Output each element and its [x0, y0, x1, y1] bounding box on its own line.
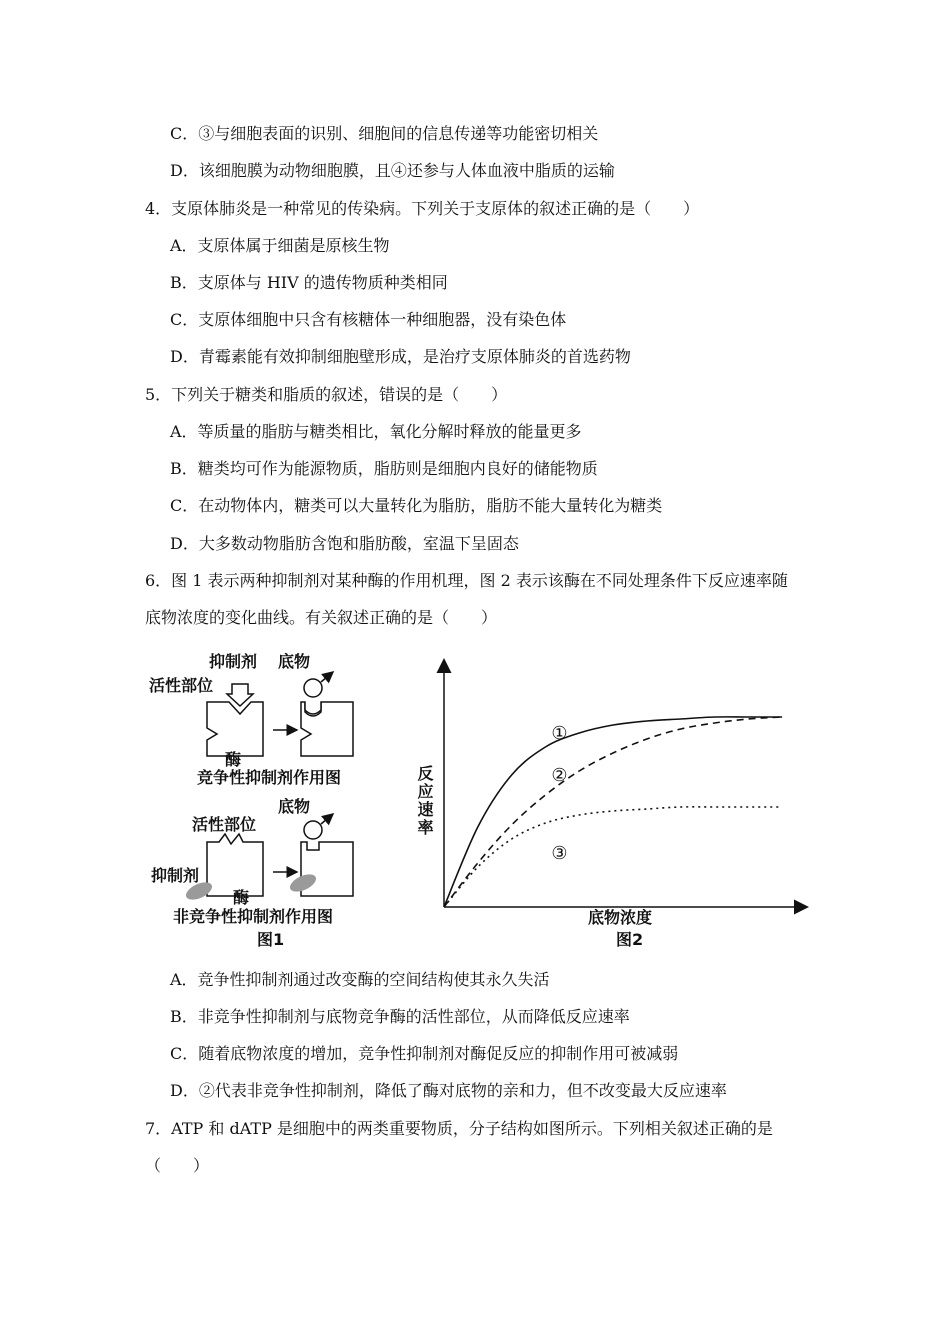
fig1-bottom-inhibitor-label: 抑制剂	[151, 866, 200, 885]
q4-option-a: A．支原体属于细菌是原核生物	[170, 236, 390, 255]
figure-1	[145, 650, 385, 950]
figure-2	[410, 655, 810, 950]
q4-option-c: C．支原体细胞中只含有核糖体一种细胞器，没有染色体	[170, 310, 567, 329]
series-line-2	[444, 717, 782, 907]
figure-1-label: 图1	[257, 930, 285, 949]
competitive-diagram	[207, 672, 353, 756]
figure-2-label: 图2	[616, 930, 644, 949]
substrate-circle	[304, 821, 322, 839]
q6-option-d: D．②代表非竞争性抑制剂，降低了酶对底物的亲和力，但不改变最大反应速率	[170, 1081, 727, 1100]
product-arrow	[321, 814, 333, 824]
competitive-inhibitor-shape	[227, 684, 253, 706]
substrate-circle	[304, 679, 322, 697]
figure-2-chart	[410, 655, 810, 915]
fig1-bottom-caption: 非竞争性抑制剂作用图	[173, 907, 334, 926]
fig1-bottom-active-site-label: 活性部位	[192, 815, 257, 834]
q4-option-b: B．支原体与 HIV 的遗传物质种类相同	[170, 273, 448, 292]
q3-option-d: D．该细胞膜为动物细胞膜，且④还参与人体血液中脂质的运输	[170, 161, 615, 180]
product-arrow	[321, 672, 333, 682]
enzyme-right-bottom	[301, 842, 353, 896]
q5-option-c: C．在动物体内，糖类可以大量转化为脂肪，脂肪不能大量转化为糖类	[170, 496, 663, 515]
q6-option-b: B．非竞争性抑制剂与底物竞争酶的活性部位，从而降低反应速率	[170, 1007, 630, 1026]
series-label-3: ③	[551, 843, 568, 864]
q5-option-a: A．等质量的脂肪与糖类相比，氧化分解时释放的能量更多	[170, 422, 582, 441]
y-axis-label: 反应速率	[415, 765, 434, 837]
series-line-3	[444, 807, 782, 907]
enzyme-left-top	[207, 702, 263, 756]
fig1-top-inhibitor-label: 抑制剂	[209, 652, 258, 671]
x-axis-label: 底物浓度	[588, 908, 653, 927]
fig1-bottom-enzyme-label: 酶	[233, 888, 250, 907]
enzyme-left-bottom	[207, 834, 263, 896]
q7-stem-line2: （ ）	[145, 1156, 210, 1175]
fig1-top-caption: 竞争性抑制剂作用图	[197, 768, 342, 787]
q7-stem-line1: 7．ATP 和 dATP 是细胞中的两类重要物质，分子结构如图所示。下列相关叙述正确的是	[145, 1119, 773, 1138]
q4-option-d: D．青霉素能有效抑制细胞壁形成，是治疗支原体肺炎的首选药物	[170, 347, 631, 366]
q6-option-c: C．随着底物浓度的增加，竞争性抑制剂对酶促反应的抑制作用可被减弱	[170, 1044, 679, 1063]
q6-option-a: A．竞争性抑制剂通过改变酶的空间结构使其永久失活	[170, 970, 550, 989]
q5-stem: 5．下列关于糖类和脂质的叙述，错误的是（ ）	[145, 385, 508, 404]
q6-stem-line1: 6．图 1 表示两种抑制剂对某种酶的作用机理，图 2 表示该酶在不同处理条件下反应速率随	[145, 571, 788, 590]
fig1-bottom-substrate-label: 底物	[278, 797, 311, 816]
fig1-top-enzyme-label: 酶	[225, 750, 242, 769]
series-line-1	[444, 717, 782, 907]
series-label-1: ①	[551, 723, 568, 744]
series-label-2: ②	[551, 765, 568, 786]
q3-option-c: C．③与细胞表面的识别、细胞间的信息传递等功能密切相关	[170, 124, 599, 143]
fig1-top-substrate-label: 底物	[278, 652, 311, 671]
q5-option-b: B．糖类均可作为能源物质，脂肪则是细胞内良好的储能物质	[170, 459, 598, 478]
q6-stem-line2: 底物浓度的变化曲线。有关叙述正确的是（ ）	[145, 608, 498, 627]
fig1-top-active-site-label: 活性部位	[149, 676, 214, 695]
q5-option-d: D．大多数动物脂肪含饱和脂肪酸，室温下呈固态	[170, 534, 519, 553]
q4-stem: 4．支原体肺炎是一种常见的传染病。下列关于支原体的叙述正确的是（ ）	[145, 199, 700, 218]
